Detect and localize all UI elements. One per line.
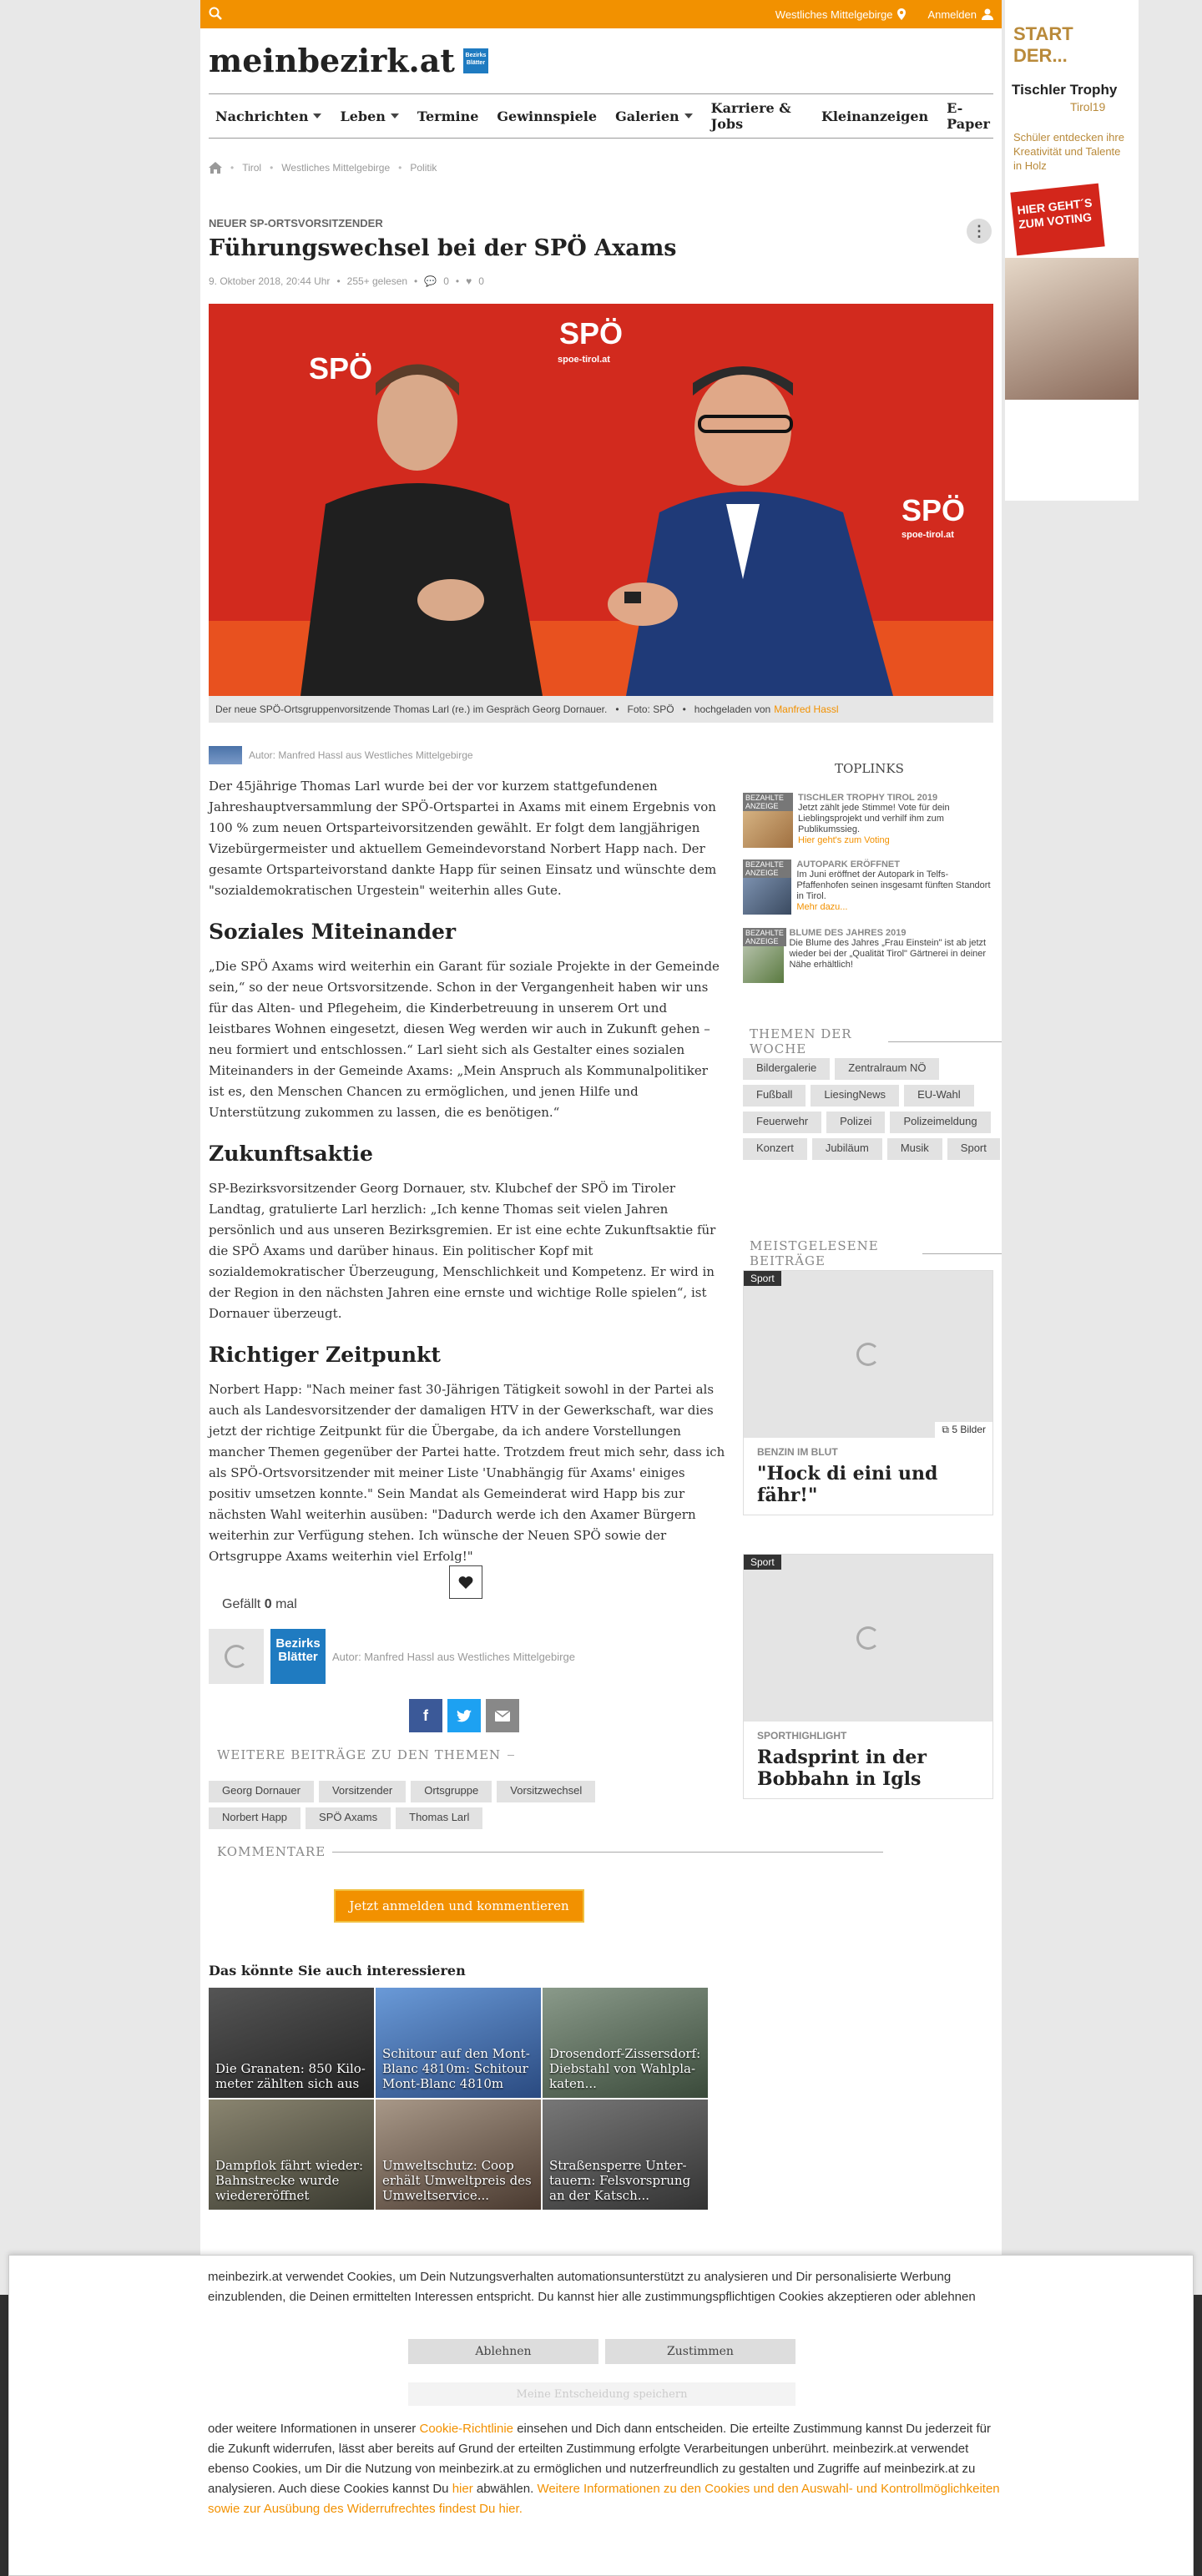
article-title: Führungswechsel bei der SPÖ Axams (209, 235, 677, 261)
cookie-info: oder weitere Informationen in unserer Cookie-Richtlinie einsehen und Dich dann entscheiden. Die erteilte Zustimmung kannst Du jederzeit für die Zukunft widerrufen, lässt aber bereits auf Grund der erteilten Zustimmung erfolgte Verarbeitungen unberührt. meinbezirk.at verwendet ebenso Cookies, um Dir die Nutzung von meinbezirk.at zu ermöglichen und nutzerfreundlich zu gestalten und Zugriffe auf meinbezirk.at zu analysieren. Auch diese Cookies kannst Du hier abwählen. Weitere Informationen zu den Cookies und den Auswahl- und Kontrollmöglichkeiten sowie zur Ausübung des Widerrufrechtes findest Du hier. (208, 2422, 1000, 2516)
caption-text: Der neue SPÖ-Ortsgruppenvorsitzende Thomas Larl (re.) im Gespräch Georg Dornauer. (215, 703, 608, 715)
tag[interactable]: Zentralraum NÖ (835, 1058, 939, 1080)
author-text: Autor: Manfred Hassl aus Westliches Mittelgebirge (332, 1650, 575, 1663)
tag[interactable]: Vorsitzender (319, 1781, 406, 1802)
article-kicker: NEUER SP-ORTSVORSITZENDER (209, 217, 383, 229)
bezirksblaetter-logo: Bezirks Blätter (270, 1629, 326, 1684)
tag[interactable]: Sport (947, 1138, 1000, 1160)
spinner-icon (856, 1626, 880, 1650)
more-options-button[interactable]: ⋮ (967, 219, 992, 244)
tag[interactable]: Konzert (743, 1138, 807, 1160)
email-share-icon[interactable] (486, 1699, 519, 1732)
themen-title: THEMEN DER WOCHE (750, 1026, 1002, 1056)
article-date: 9. Oktober 2018, 20:44 Uhr (209, 275, 331, 287)
recommendation-card[interactable]: Die Granaten: 850 Kilo-meter zählten sich aus (209, 1988, 374, 2098)
toplink-item[interactable]: BEZAHLTE ANZEIGE BLUME DES JAHRES 2019 Die Blume des Jahres „Frau Einstein" ist ab jetzt wieder bei der „Qualität Tirol" Gärtnerei in deiner Nähe erhältlich! (743, 928, 993, 983)
ad-skyscraper[interactable] (1005, 0, 1139, 501)
breadcrumb-region[interactable]: Westliches Mittelgebirge (281, 162, 391, 174)
themen-tags (743, 1058, 1002, 1160)
author-image-loading (209, 1629, 264, 1684)
paragraph: „Die SPÖ Axams wird weiterhin ein Garant für soziale Projekte in der Gemeinde sein,“ so der neue Ortsvorsitzende. Schon in der Vergangenheit haben wir uns für das Alten- und Pflegeheim, die Kinderbetreuung in unserem Ort und leistbares Wohnen eingesetzt, diesen Weg werden wir auch in Zukunft gehen – neu formiert und entschlossen.“ Larl sieht sich als Gestalter eines sozialen Miteinanders in der Gemeinde Axams: „Mein Anspruch als Kommunalpolitiker ist es, den Menschen Chancen zu ermöglichen, und jenen Hilfe und Unterstützung zukommen zu lassen, die es benötigen.“ (209, 959, 720, 1120)
login-to-comment-button[interactable]: Jetzt anmelden und kommentieren (334, 1889, 584, 1923)
uploader-link[interactable]: Manfred Hassl (774, 703, 839, 715)
cookie-banner (8, 2255, 1194, 2576)
author-avatar (209, 746, 242, 764)
meistgelesen-title: MEISTGELESENE BEITRÄGE (750, 1238, 1002, 1268)
search-icon[interactable] (209, 7, 222, 23)
recommendation-card[interactable]: Umweltschutz: Coop erhält Umweltpreis des Umweltservice... (376, 2100, 541, 2210)
article-body (209, 776, 726, 1574)
chevron-down-icon (313, 113, 321, 118)
nav-leben[interactable]: Leben (340, 108, 398, 124)
toplink-item[interactable]: BEZAHLTE ANZEIGE AUTOPARK ERÖFFNET Im Juni eröffnet der Autopark in Telfs-Pfaffenhofen seinen insgesamt fünften Standort in Tirol. Mehr dazu... (743, 860, 993, 915)
tag[interactable]: LiesingNews (811, 1085, 899, 1107)
paragraph: Norbert Happ: "Nach meiner fast 30-Jährigen Tätigkeit sowohl in der Partei als auch als Landesvorsitzender der damaligen HTV in der Gewerkschaft, war dies jetzt der richtige Zeitpunkt für die Übergabe, da ich andere Vorstellungen mancher Themen gegenüber der Partei hatte. Trotzdem freut mich sehr, dass ich als SPÖ-Ortsvorsitzender mit meiner Liste 'Unabhängig für Axams' einiges positiv umsetzen konnte." Sein Mandat als Gemeinderat wird Happ bis zur nächsten Wahl weiterhin ausüben: "Dadurch werde ich den Axamer Bürgern weiterhin zur Verfügung stehen. Ich wünsche der Neuen SPÖ sowie der Ortsgruppe Axams weiterhin viel Erfolg!" (209, 1382, 725, 1564)
most-read-card[interactable]: Sport SPORTHIGHLIGHT Radsprint in der Bobbahn in Igls (743, 1554, 993, 1799)
tag[interactable]: EU-Wahl (904, 1085, 974, 1107)
tag[interactable]: Polizei (826, 1112, 885, 1133)
subheading: Soziales Miteinander (209, 920, 457, 944)
recommendation-card[interactable]: Straßensperre Unter-tauern: Felsvorsprung an der Katsch... (543, 2100, 708, 2210)
article-hero-image[interactable] (209, 304, 993, 696)
like-count-meta: 0 (478, 275, 484, 287)
author-box[interactable] (209, 1629, 575, 1684)
chevron-down-icon (684, 113, 693, 118)
toplink-item[interactable]: BEZAHLTE ANZEIGE TISCHLER TROPHY TIROL 2019 Jetzt zählt jede Stimme! Vote für dein Lieblingsprojekt und verhilf ihm zum Publikumssieg. Hier geht's zum Voting (743, 793, 993, 848)
recommendations-title: Das könnte Sie auch interessieren (209, 1963, 466, 1979)
svg-text:spoe-tirol.at: spoe-tirol.at (558, 355, 610, 365)
tag[interactable]: Bildergalerie (743, 1058, 830, 1080)
recommendation-card[interactable]: Drosendorf-Zissersdorf: Diebstahl von Wahlpla-katen... (543, 1988, 708, 2098)
svg-text:SPÖ: SPÖ (559, 316, 624, 350)
recommendation-card[interactable]: Dampflok fährt wieder: Bahnstrecke wurde wiedereröffnet (209, 2100, 374, 2210)
toplinks-title: TOPLINKS (835, 761, 904, 776)
nav-kleinanzeigen[interactable]: Kleinanzeigen (821, 108, 929, 124)
cookie-here-link[interactable]: hier (452, 2482, 473, 2496)
photo-credit: Foto: SPÖ (627, 703, 674, 715)
comment-icon: 💬 (424, 275, 437, 287)
spinner-icon (225, 1645, 248, 1668)
toplink-image: BEZAHLTE ANZEIGE (743, 928, 784, 983)
subheading: Zukunftsaktie (209, 1142, 373, 1166)
nav-karriere[interactable]: Karriere & Jobs (710, 100, 791, 132)
most-read-image: Sport (744, 1555, 992, 1722)
toplink-image: BEZAHLTE ANZEIGE (743, 793, 793, 848)
nav-gewinnspiele[interactable]: Gewinnspiele (497, 108, 598, 124)
tag[interactable]: Thomas Larl (396, 1807, 482, 1829)
heart-icon: ♥ (466, 275, 472, 287)
map-pin-icon (897, 8, 906, 20)
like-button[interactable] (449, 1565, 482, 1599)
svg-text:SPÖ: SPÖ (902, 493, 966, 527)
main-nav (209, 93, 993, 139)
tag[interactable]: Jubiläum (812, 1138, 882, 1160)
tag[interactable]: Norbert Happ (209, 1807, 300, 1829)
reject-cookies-button[interactable]: Ablehnen (408, 2339, 598, 2364)
tag[interactable]: Polizeimeldung (890, 1112, 990, 1133)
site-logo: meinbezirk.at (209, 42, 455, 79)
brand[interactable] (209, 42, 488, 79)
read-count: 255+ gelesen (346, 275, 408, 287)
login-label: Anmelden (927, 8, 977, 21)
paragraph: Der 45jährige Thomas Larl wurde bei der vor kurzem stattgefundenen Jahreshauptversammlung der SPÖ-Ortspartei in Axams mit einem Ergebnis von 100 % zum neuen Ortsparteivorsitzenden gewählt. Er folgt dem langjährigen Vizebürgermeister und aktuellem Gemeindevorstand Norbert Happ nach. Der gesamte Ortsparteivorstand dankte Happ für seinen Einsatz und wünschte dem "sozialdemokratischen Urgestein" weiterhin alles Gute. (209, 779, 717, 898)
spinner-icon (856, 1343, 880, 1366)
ad-headline: START DER... (1013, 23, 1073, 66)
tag[interactable]: Ortsgruppe (411, 1781, 492, 1802)
author-text: Autor: Manfred Hassl aus Westliches Mittelgebirge (249, 749, 473, 761)
author-line[interactable] (209, 746, 473, 764)
cookie-more-info-link[interactable]: Weitere Informationen zu den Cookies und den Auswahl- und Kontrollmöglichkeiten sowie zur Ausübung des Widerrufrechtes findest Du hier. (208, 2482, 1000, 2516)
region-selector[interactable] (775, 8, 907, 21)
top-bar (200, 0, 1002, 28)
uploaded-by-label: hochgeladen von (694, 703, 771, 715)
related-tags (209, 1781, 676, 1829)
home-icon[interactable] (209, 162, 222, 174)
login-button[interactable] (927, 8, 993, 21)
ad-tagline: Schüler entdecken ihre Kreativität und Talente in Holz (1013, 131, 1124, 172)
ad-brand: Tischler Trophy Tirol19 (1012, 82, 1118, 113)
hero-photo (209, 304, 993, 696)
paragraph: SP-Bezirksvorsitzender Georg Dornauer, stv. Klubchef der SPÖ im Tiroler Landtag, gratulierte Larl herzlich: „Ich kenne Thomas seit vielen Jahren persönlich und aus unseren Bezirksgremien. Er ist eine echte Zukunftsaktie für die SPÖ Axams und darüber hinaus. Ein politischer Kopf mit sozialdemokratischer Überzeugung, Menschlichkeit und Kompetenz. Er wird in der Region in den nächsten Jahren eine ernste und wichtige Rolle spielen“, ist Dornauer überzeugt. (209, 1181, 716, 1321)
comments-title: KOMMENTARE (217, 1844, 883, 1859)
chevron-down-icon (391, 113, 399, 118)
user-icon (982, 8, 993, 20)
ad-voting-badge: HIER GEHT´S ZUM VOTING (1010, 184, 1104, 256)
toplink-image: BEZAHLTE ANZEIGE (743, 860, 791, 915)
breadcrumb-tirol[interactable]: Tirol (242, 162, 262, 174)
tag[interactable]: SPÖ Axams (306, 1807, 391, 1829)
page (200, 0, 1002, 2576)
gallery-count: ⧉ 5 Bilder (935, 1422, 992, 1438)
image-caption: Der neue SPÖ-Ortsgruppenvorsitzende Thomas Larl (re.) im Gespräch Georg Dornauer. • Foto: SPÖ • hochgeladen von Manfred Hassl (209, 696, 993, 723)
subheading: Richtiger Zeitpunkt (209, 1343, 441, 1367)
tag[interactable]: Vorsitzwechsel (497, 1781, 595, 1802)
recommendation-card[interactable]: Schitour auf den Mont-Blanc 4810m: Schitour Mont-Blanc 4810m (376, 1988, 541, 2098)
save-decision-button[interactable]: Meine Entscheidung speichern (408, 2382, 795, 2406)
article-meta: 9. Oktober 2018, 20:44 Uhr • 255+ gelesen • 💬 0 • ♥ 0 (209, 275, 484, 287)
svg-text:SPÖ: SPÖ (309, 351, 373, 386)
nav-galerien[interactable]: Galerien (615, 108, 693, 124)
related-topics-title: WEITERE BEITRÄGE ZU DEN THEMEN (217, 1747, 514, 1762)
like-summary: Gefällt 0 mal (222, 1597, 297, 1611)
accept-cookies-button[interactable]: Zustimmen (605, 2339, 795, 2364)
tag[interactable]: Musik (887, 1138, 942, 1160)
cookie-text: meinbezirk.at verwendet Cookies, um Dein Nutzungsverhalten automationsunterstützt zu analysieren und Dir personalisierte Werbung einzublenden, die Deinen ermittelten Interessen entspricht. Du kannst hier alle zustimmungspflichtigen Cookies akzeptieren oder ablehnen (208, 2270, 976, 2304)
breadcrumb-politik[interactable]: Politik (410, 162, 437, 174)
comment-count: 0 (443, 275, 449, 287)
svg-text:spoe-tirol.at: spoe-tirol.at (902, 530, 954, 540)
breadcrumb: • Tirol • Westliches Mittelgebirge • Politik (209, 162, 437, 174)
nav-termine[interactable]: Termine (417, 108, 479, 124)
ad-image (1005, 258, 1139, 400)
tag[interactable]: Feuerwehr (743, 1112, 821, 1133)
recommendations-grid (209, 1988, 710, 2210)
tag[interactable]: Georg Dornauer (209, 1781, 314, 1802)
cookie-policy-link[interactable]: Cookie-Richtlinie (419, 2422, 514, 2436)
heart-icon (458, 1575, 473, 1589)
most-read-card[interactable]: Sport ⧉ 5 Bilder BENZIN IM BLUT "Hock di eini und fähr!" (743, 1270, 993, 1515)
nav-nachrichten[interactable]: Nachrichten (215, 108, 321, 124)
bezirksblaetter-logo: Bezirks Blätter (463, 48, 488, 73)
tag[interactable]: Fußball (743, 1085, 806, 1107)
facebook-share-icon[interactable]: f (409, 1699, 442, 1732)
most-read-image: Sport ⧉ 5 Bilder (744, 1271, 992, 1438)
region-label: Westliches Mittelgebirge (775, 8, 893, 21)
twitter-share-icon[interactable] (447, 1699, 481, 1732)
nav-epaper[interactable]: E-Paper (947, 100, 990, 132)
share-buttons (409, 1699, 519, 1732)
